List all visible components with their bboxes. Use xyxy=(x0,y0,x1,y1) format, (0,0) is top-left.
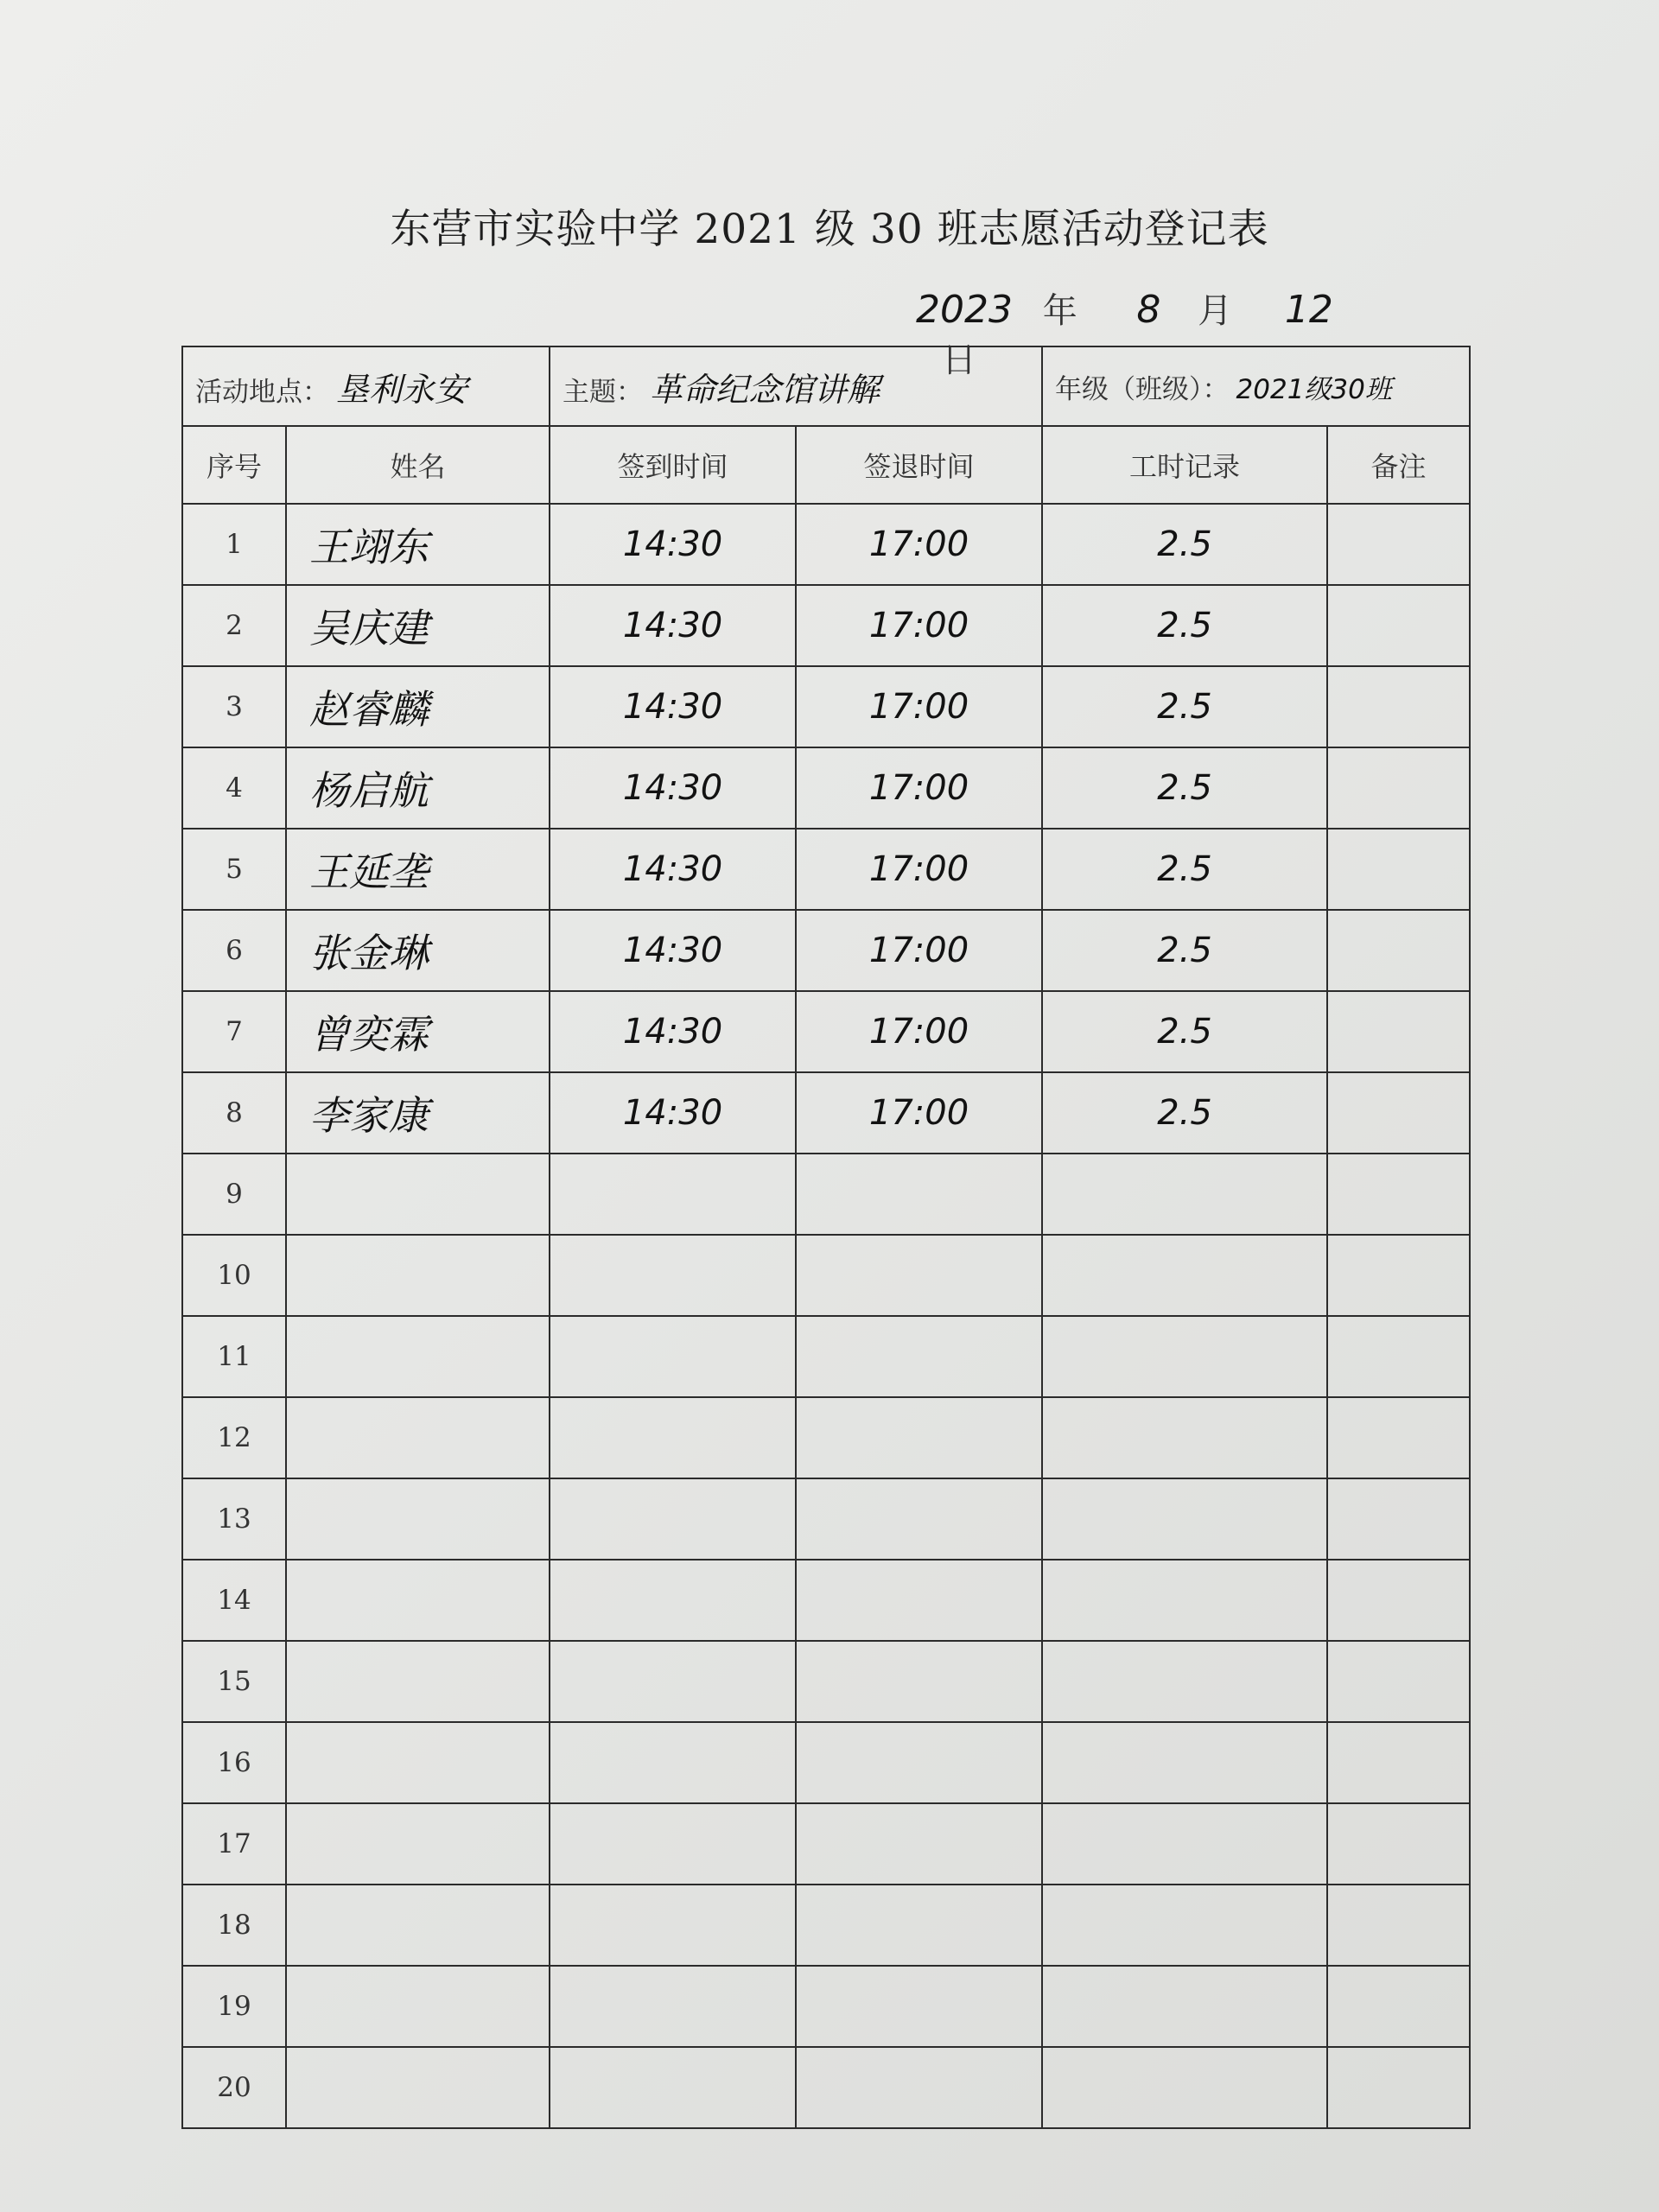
table-row xyxy=(182,2047,1470,2128)
header-no: 序号 xyxy=(182,426,286,504)
row-hours xyxy=(1042,1885,1327,1966)
row-sign-in: 14:30 xyxy=(550,585,796,666)
grade-label: 年级（班级）： xyxy=(1055,373,1230,405)
table-row xyxy=(182,1966,1470,2047)
row-name: 李家康 xyxy=(286,1072,550,1154)
row-name: 张金琳 xyxy=(286,910,550,991)
row-note xyxy=(1327,829,1470,910)
row-name xyxy=(286,1641,550,1722)
form-title: 东营市实验中学 2021 级 30 班志愿活动登记表 xyxy=(390,206,1269,253)
row-note xyxy=(1327,1560,1470,1641)
row-name xyxy=(286,1885,550,1966)
row-sign-out: 17:00 xyxy=(796,829,1042,910)
form-date xyxy=(916,283,1400,380)
row-note xyxy=(1327,504,1470,585)
table-row xyxy=(182,1560,1470,1641)
row-number: 8 xyxy=(182,1072,286,1154)
row-name: 王翊东 xyxy=(286,504,550,585)
row-sign-out: 17:00 xyxy=(796,747,1042,829)
table-row xyxy=(182,1803,1470,1885)
theme-cell xyxy=(550,346,1042,426)
theme-value: 革命纪念馆讲解 xyxy=(650,370,880,409)
row-sign-in: 14:30 xyxy=(550,666,796,747)
row-number: 11 xyxy=(182,1316,286,1397)
row-note xyxy=(1327,1397,1470,1478)
row-hours xyxy=(1042,1154,1327,1235)
date-day: 12 xyxy=(1284,288,1333,332)
row-hours xyxy=(1042,1722,1327,1803)
row-name xyxy=(286,1478,550,1560)
row-name xyxy=(286,1316,550,1397)
row-sign-in xyxy=(550,1478,796,1560)
row-sign-out xyxy=(796,2047,1042,2128)
row-hours xyxy=(1042,1803,1327,1885)
header-hours: 工时记录 xyxy=(1042,426,1327,504)
table-row xyxy=(182,1072,1470,1154)
row-name xyxy=(286,1154,550,1235)
row-number: 6 xyxy=(182,910,286,991)
table-row xyxy=(182,1478,1470,1560)
row-number: 14 xyxy=(182,1560,286,1641)
row-number: 19 xyxy=(182,1966,286,2047)
row-sign-out: 17:00 xyxy=(796,585,1042,666)
table-row xyxy=(182,829,1470,910)
row-name: 赵睿麟 xyxy=(286,666,550,747)
row-note xyxy=(1327,1235,1470,1316)
row-sign-out xyxy=(796,1235,1042,1316)
table-row xyxy=(182,747,1470,829)
row-hours xyxy=(1042,1641,1327,1722)
row-number: 13 xyxy=(182,1478,286,1560)
row-sign-in: 14:30 xyxy=(550,991,796,1072)
row-note xyxy=(1327,1154,1470,1235)
table-row xyxy=(182,666,1470,747)
date-day-label: 日 xyxy=(942,340,976,380)
row-name xyxy=(286,1235,550,1316)
row-number: 7 xyxy=(182,991,286,1072)
row-sign-out: 17:00 xyxy=(796,991,1042,1072)
row-sign-in xyxy=(550,1885,796,1966)
row-sign-out xyxy=(796,1966,1042,2047)
row-name: 杨启航 xyxy=(286,747,550,829)
row-sign-in xyxy=(550,1235,796,1316)
row-name: 王延垄 xyxy=(286,829,550,910)
row-note xyxy=(1327,1885,1470,1966)
row-note xyxy=(1327,1966,1470,2047)
row-hours xyxy=(1042,1966,1327,2047)
row-hours: 2.5 xyxy=(1042,910,1327,991)
row-sign-in: 14:30 xyxy=(550,1072,796,1154)
table-row xyxy=(182,585,1470,666)
row-sign-in xyxy=(550,1316,796,1397)
row-sign-out xyxy=(796,1641,1042,1722)
row-note xyxy=(1327,1316,1470,1397)
header-row xyxy=(182,426,1470,504)
header-name: 姓名 xyxy=(286,426,550,504)
row-hours xyxy=(1042,1478,1327,1560)
location-cell xyxy=(182,346,550,426)
row-name xyxy=(286,1803,550,1885)
row-sign-out xyxy=(796,1154,1042,1235)
row-sign-in xyxy=(550,1722,796,1803)
table-body xyxy=(182,504,1470,2128)
row-number: 2 xyxy=(182,585,286,666)
date-year: 2023 xyxy=(916,288,1013,332)
row-note xyxy=(1327,1641,1470,1722)
grade-value: 2021级30班 xyxy=(1236,373,1392,405)
row-number: 10 xyxy=(182,1235,286,1316)
table-row xyxy=(182,1641,1470,1722)
row-name xyxy=(286,1722,550,1803)
registration-table xyxy=(181,346,1471,2129)
row-number: 15 xyxy=(182,1641,286,1722)
row-hours xyxy=(1042,1235,1327,1316)
table-row xyxy=(182,1397,1470,1478)
row-sign-out xyxy=(796,1803,1042,1885)
date-month-label: 月 xyxy=(1198,291,1233,331)
row-note xyxy=(1327,585,1470,666)
header-sign-out: 签退时间 xyxy=(796,426,1042,504)
table-row xyxy=(182,1885,1470,1966)
location-label: 活动地点： xyxy=(195,376,329,408)
row-note xyxy=(1327,991,1470,1072)
row-hours xyxy=(1042,2047,1327,2128)
row-sign-out xyxy=(796,1478,1042,1560)
row-hours: 2.5 xyxy=(1042,666,1327,747)
row-hours: 2.5 xyxy=(1042,585,1327,666)
header-note: 备注 xyxy=(1327,426,1470,504)
row-sign-in: 14:30 xyxy=(550,829,796,910)
row-hours: 2.5 xyxy=(1042,747,1327,829)
row-sign-in xyxy=(550,1803,796,1885)
row-sign-in xyxy=(550,1560,796,1641)
row-name: 曾奕霖 xyxy=(286,991,550,1072)
row-number: 5 xyxy=(182,829,286,910)
row-sign-in: 14:30 xyxy=(550,747,796,829)
row-note xyxy=(1327,1478,1470,1560)
row-sign-out: 17:00 xyxy=(796,504,1042,585)
row-sign-out: 17:00 xyxy=(796,1072,1042,1154)
info-row xyxy=(182,346,1470,426)
row-hours: 2.5 xyxy=(1042,829,1327,910)
row-hours: 2.5 xyxy=(1042,504,1327,585)
row-hours xyxy=(1042,1316,1327,1397)
row-number: 3 xyxy=(182,666,286,747)
row-sign-in xyxy=(550,1154,796,1235)
row-sign-out xyxy=(796,1316,1042,1397)
row-sign-in xyxy=(550,2047,796,2128)
row-hours: 2.5 xyxy=(1042,1072,1327,1154)
row-sign-out xyxy=(796,1722,1042,1803)
row-sign-out: 17:00 xyxy=(796,910,1042,991)
table-row xyxy=(182,504,1470,585)
date-year-label: 年 xyxy=(1042,291,1077,331)
row-number: 17 xyxy=(182,1803,286,1885)
row-sign-in xyxy=(550,1397,796,1478)
row-number: 20 xyxy=(182,2047,286,2128)
table-row xyxy=(182,1235,1470,1316)
row-number: 12 xyxy=(182,1397,286,1478)
row-sign-in xyxy=(550,1966,796,2047)
row-note xyxy=(1327,910,1470,991)
row-note xyxy=(1327,1722,1470,1803)
table-row xyxy=(182,991,1470,1072)
row-name xyxy=(286,1966,550,2047)
table-row xyxy=(182,1316,1470,1397)
row-hours xyxy=(1042,1560,1327,1641)
location-value: 垦利永安 xyxy=(336,370,468,409)
row-note xyxy=(1327,2047,1470,2128)
table-row xyxy=(182,1722,1470,1803)
row-sign-out xyxy=(796,1560,1042,1641)
row-number: 1 xyxy=(182,504,286,585)
row-sign-out xyxy=(796,1885,1042,1966)
row-name: 吴庆建 xyxy=(286,585,550,666)
row-number: 18 xyxy=(182,1885,286,1966)
row-sign-out: 17:00 xyxy=(796,666,1042,747)
row-name xyxy=(286,2047,550,2128)
row-number: 4 xyxy=(182,747,286,829)
date-month: 8 xyxy=(1136,288,1161,332)
row-number: 9 xyxy=(182,1154,286,1235)
table-row xyxy=(182,1154,1470,1235)
header-sign-in: 签到时间 xyxy=(550,426,796,504)
row-sign-in: 14:30 xyxy=(550,910,796,991)
theme-label: 主题： xyxy=(563,376,644,408)
row-sign-in xyxy=(550,1641,796,1722)
row-sign-in: 14:30 xyxy=(550,504,796,585)
table-row xyxy=(182,910,1470,991)
row-sign-out xyxy=(796,1397,1042,1478)
row-note xyxy=(1327,1072,1470,1154)
row-note xyxy=(1327,666,1470,747)
row-number: 16 xyxy=(182,1722,286,1803)
row-note xyxy=(1327,1803,1470,1885)
row-name xyxy=(286,1397,550,1478)
grade-cell xyxy=(1042,346,1470,426)
row-hours: 2.5 xyxy=(1042,991,1327,1072)
row-note xyxy=(1327,747,1470,829)
row-hours xyxy=(1042,1397,1327,1478)
row-name xyxy=(286,1560,550,1641)
